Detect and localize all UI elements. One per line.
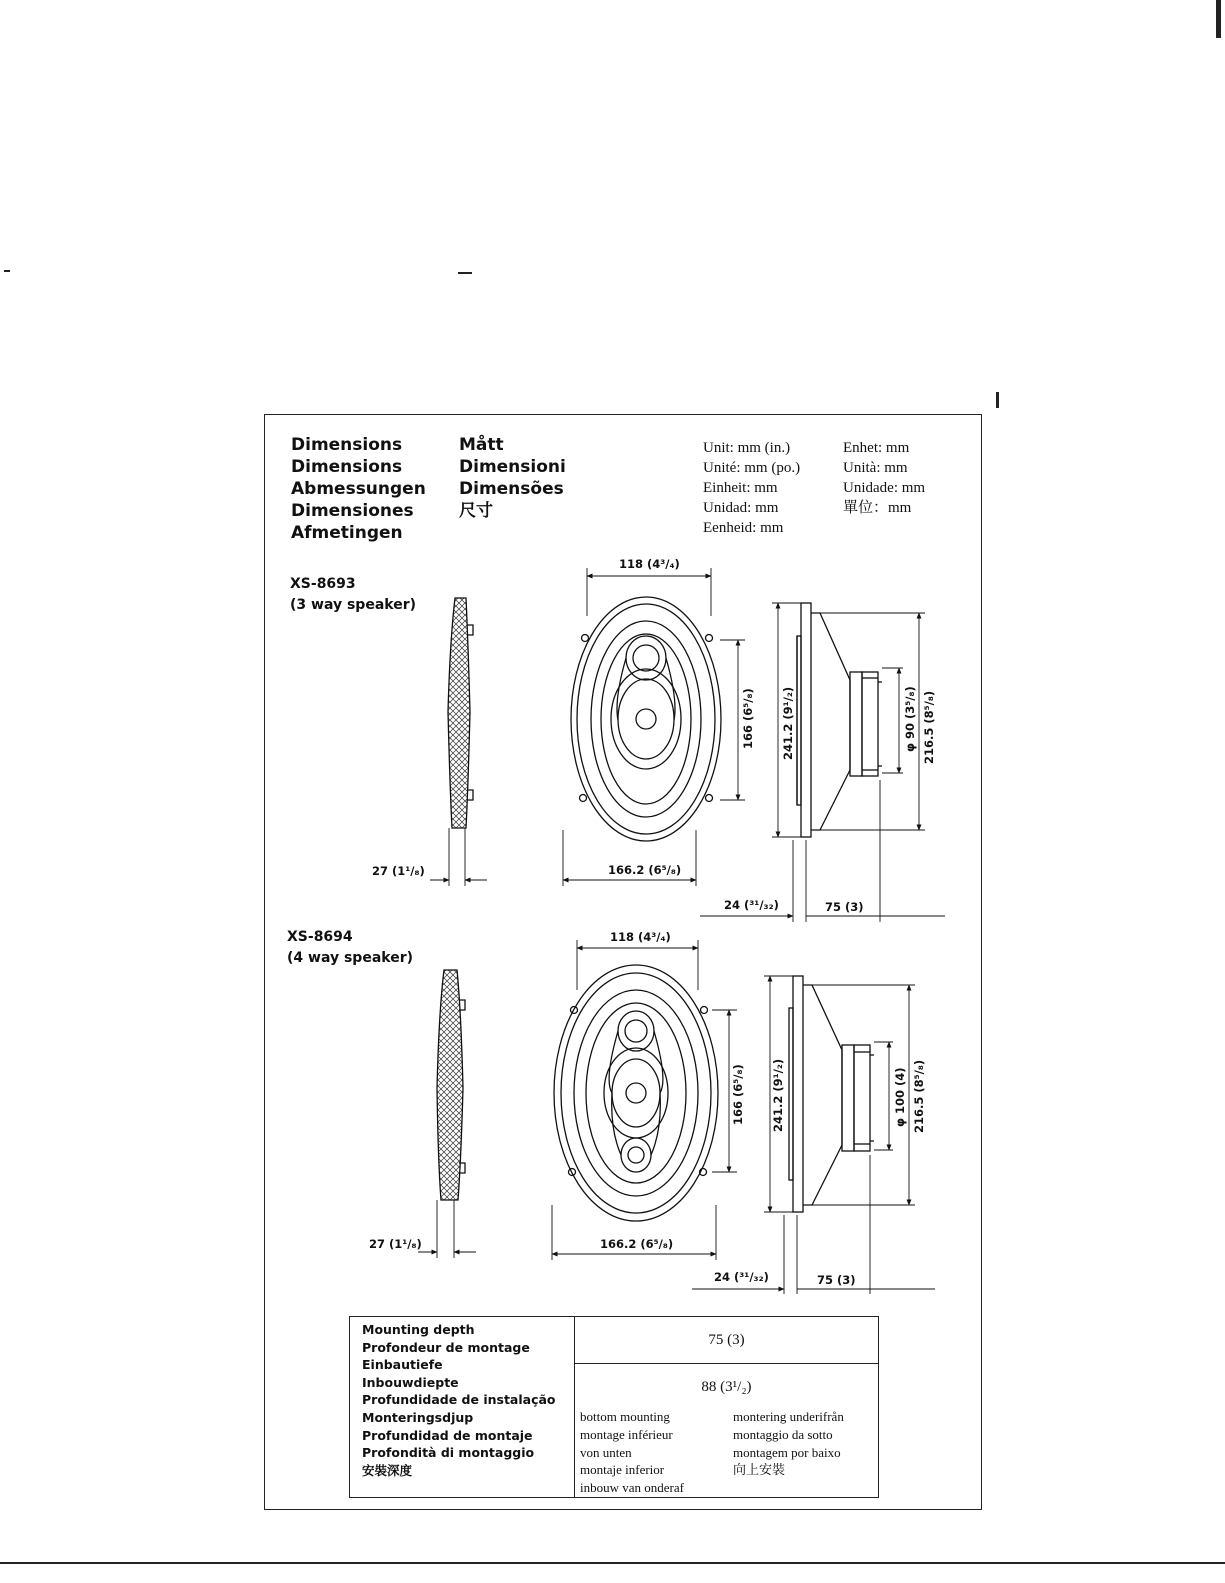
unit-line: Unidad: mm xyxy=(703,500,779,516)
title-line: Dimensiones xyxy=(291,501,414,521)
dim-magnet-dia-2: φ 100 (4) xyxy=(893,1067,907,1127)
title-line: Afmetingen xyxy=(291,523,403,543)
dim-front-width-2: 118 (4³/₄) xyxy=(610,930,671,944)
note-column-1 xyxy=(580,1408,684,1497)
dim-magnet-dia-1: φ 90 (3⁵/₈) xyxy=(903,686,917,752)
note-line: montagem por baixo xyxy=(733,1444,841,1460)
table-label: 安裝深度 xyxy=(362,1462,413,1478)
dim-cutout-1: 216.5 (8⁵/₈) xyxy=(922,690,936,764)
title-line: Dimensions xyxy=(291,435,403,455)
table-label: Einbautiefe xyxy=(362,1357,443,1373)
table-label: Profondità di montaggio xyxy=(362,1445,535,1461)
unit-line: Unità: mm xyxy=(843,460,908,476)
dim-side-height-1: 241.2 (9¹/₂) xyxy=(781,686,795,760)
title-line: Dimensions xyxy=(291,457,403,477)
table-label: Profundidade de instalação xyxy=(362,1392,556,1408)
unit-line: Unidade: mm xyxy=(843,480,926,496)
speaker-front-view-2 xyxy=(552,940,737,1260)
dim-side-height-2: 241.2 (9¹/₂) xyxy=(771,1058,785,1132)
unit-line: Eenheid: mm xyxy=(703,520,784,536)
mounting-depth-table xyxy=(349,1316,879,1498)
dim-cutout-2: 216.5 (8⁵/₈) xyxy=(912,1059,926,1133)
title-line: Dimensioni xyxy=(459,457,566,477)
model-name: XS-8693 xyxy=(290,576,356,592)
value-bottom-depth: 88 (3¹/₂) xyxy=(701,1379,752,1395)
dim-front-height-2: 166 (6⁵/₈) xyxy=(731,1064,745,1125)
table-label: Mounting depth xyxy=(362,1322,475,1337)
note-line: montering underifrån xyxy=(733,1409,844,1424)
note-line: von unten xyxy=(580,1444,632,1460)
model-name: XS-8694 xyxy=(287,929,353,945)
note-column-2 xyxy=(733,1408,844,1479)
model-desc: (3 way speaker) xyxy=(290,597,416,613)
title-line: Abmessungen xyxy=(291,479,426,499)
grille-side-view-2 xyxy=(418,970,476,1258)
dim-flange-depth-1: 24 (³¹/₃₂) xyxy=(724,898,779,912)
note-line: montaje inferior xyxy=(580,1462,665,1478)
title-line: 尺寸 xyxy=(459,501,493,521)
speaker-side-view-2 xyxy=(692,976,935,1294)
table-label: Profundidad de montaje xyxy=(362,1427,533,1443)
note-line: bottom mounting xyxy=(580,1409,670,1424)
dim-grille-depth-2: 27 (1¹/₈) xyxy=(369,1237,422,1251)
title-line: Dimensões xyxy=(459,479,564,499)
table-divider xyxy=(575,1363,878,1364)
table-label: Inbouwdiepte xyxy=(362,1374,459,1390)
speaker-front-view-1 xyxy=(563,568,745,886)
title-line: Mått xyxy=(459,435,504,455)
table-label-column xyxy=(350,1317,575,1497)
note-line: 向上安裝 xyxy=(733,1462,786,1478)
unit-line: 單位：mm xyxy=(843,500,912,516)
dim-overall-height-1: 166.2 (6⁵/₈) xyxy=(608,863,682,877)
dim-depth-1: 75 (3) xyxy=(825,900,864,914)
dim-flange-depth-2: 24 (³¹/₃₂) xyxy=(714,1270,769,1284)
unit-line: Enhet: mm xyxy=(843,440,910,456)
dim-overall-height-2: 166.2 (6⁵/₈) xyxy=(600,1237,674,1251)
note-line: montaggio da sotto xyxy=(733,1426,833,1442)
dim-depth-2: 75 (3) xyxy=(817,1273,856,1287)
unit-line: Unité: mm (po.) xyxy=(703,460,801,476)
speaker-side-view-1 xyxy=(700,603,945,922)
unit-line: Einheit: mm xyxy=(703,480,778,496)
dim-front-height-1: 166 (6⁵/₈) xyxy=(741,688,755,749)
dim-grille-depth-1: 27 (1¹/₈) xyxy=(372,864,425,878)
unit-line: Unit: mm (in.) xyxy=(703,440,791,456)
note-line: montage inférieur xyxy=(580,1426,673,1442)
note-line: inbouw van onderaf xyxy=(580,1480,684,1496)
model-desc: (4 way speaker) xyxy=(287,950,413,966)
dim-front-width-1: 118 (4³/₄) xyxy=(619,557,680,571)
table-label: Monteringsdjup xyxy=(362,1409,474,1425)
value-standard-depth: 75 (3) xyxy=(708,1332,745,1348)
grille-side-view-1 xyxy=(430,598,487,886)
table-label: Profondeur de montage xyxy=(362,1339,530,1355)
